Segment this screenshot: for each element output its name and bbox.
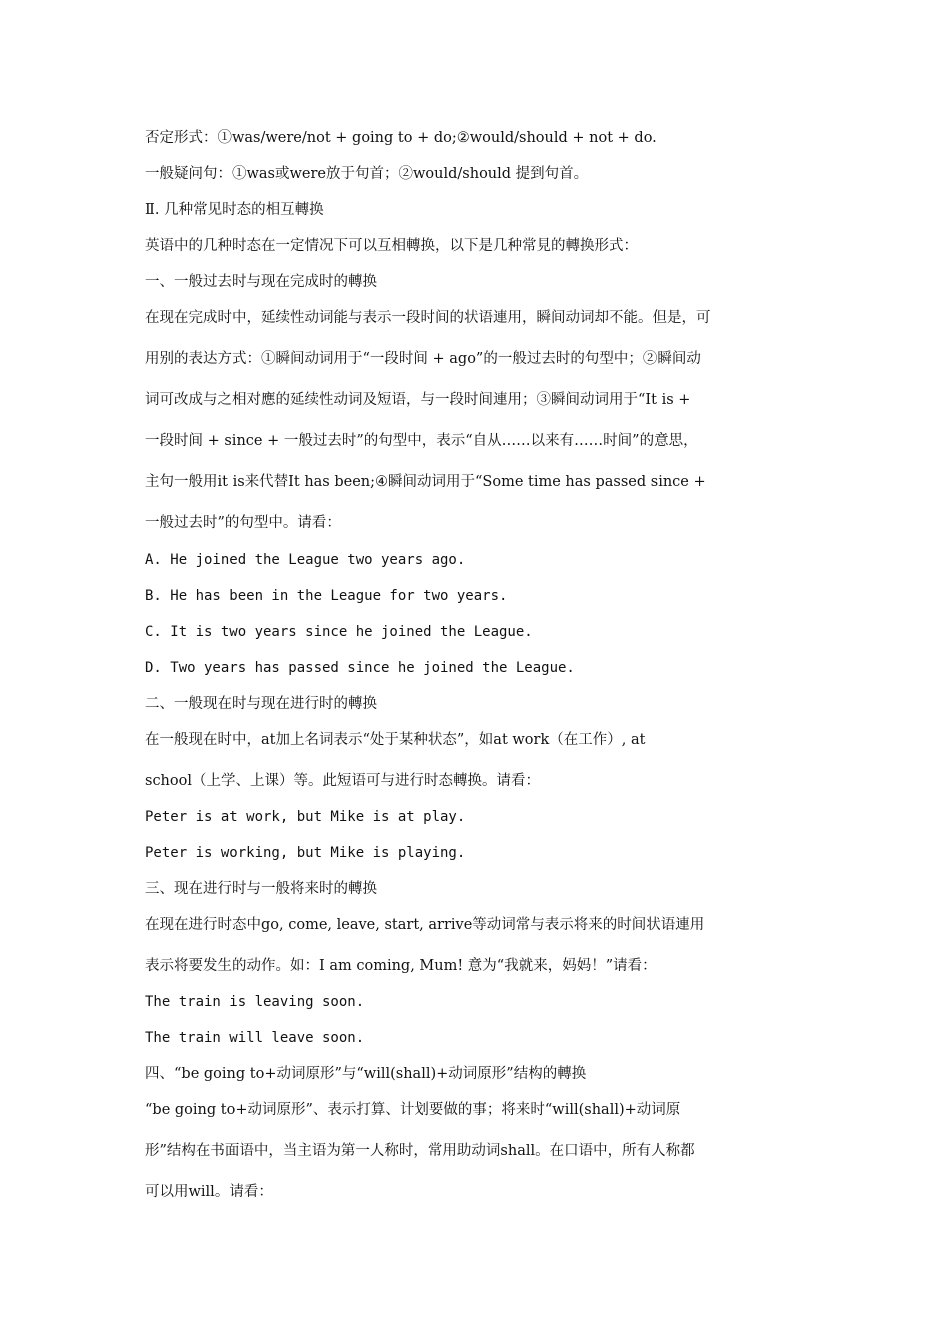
text-line-negative-form: 否定形式：①was/were/not + going to + do;②would/should + not + do. [145,130,657,146]
paragraph-1-line-5: 主句一般用it is来代替It has been;④瞬间动词用于“Some time has passed since + [145,474,706,490]
subheading-3: 三、现在进行时与一般将来时的轉换 [145,881,377,897]
paragraph-1-line-6: 一般过去时”的句型中。请看： [145,515,341,531]
example-d: D. Two years has passed since he joined the League. [145,660,575,676]
example-peter-2: Peter is working, but Mike is playing. [145,845,466,861]
paragraph-1-line-1: 在现在完成时中，延续性动词能与表示一段时间的状语連用，瞬间动词却不能。但是，可 [145,310,711,326]
subheading-4: 四、“be going to+动词原形”与“will(shall)+动词原形”结构的轉换 [145,1066,587,1082]
example-c: C. It is two years since he joined the League. [145,624,533,640]
paragraph-4-line-2: 形”结构在书面语中，当主语为第一人称时，常用助动词shall。在口语中，所有人称都 [145,1143,695,1159]
paragraph-2-line-1: 在一般现在时中，at加上名词表示“处于某种状态”，如at work（在工作）, at [145,732,646,748]
text-line-intro: 英语中的几种时态在一定情况下可以互相轉换，以下是几种常見的轉换形式： [145,238,638,254]
example-train-1: The train is leaving soon. [145,994,365,1010]
paragraph-2-line-2: school（上学、上课）等。此短语可与进行时态轉换。请看： [145,773,540,789]
paragraph-3-line-1: 在现在进行时态中go, come, leave, start, arrive等动词常与表示将来的时间状语連用 [145,917,705,933]
subheading-2: 二、一般现在时与现在进行时的轉换 [145,696,377,712]
paragraph-1-line-4: 一段时间 + since + 一般过去时”的句型中，表示“自从……以来有……时间”的意思， [145,433,698,449]
example-peter-1: Peter is at work, but Mike is at play. [145,809,466,825]
section-heading-ii: Ⅱ. 几种常见时态的相互轉换 [145,202,324,218]
paragraph-3-line-2: 表示将要发生的动作。如：I am coming, Mum! 意为“我就来，妈妈！”请看： [145,958,657,974]
subheading-1: 一、一般过去时与现在完成时的轉换 [145,274,377,290]
paragraph-1-line-2: 用别的表达方式：①瞬间动词用于“一段时间 + ago”的一般过去时的句型中；②瞬间动 [145,351,701,367]
example-b: B. He has been in the League for two years. [145,588,508,604]
paragraph-1-line-3: 词可改成与之相对應的延续性动词及短语，与一段时间連用；③瞬间动词用于“It is + [145,392,691,408]
text-line-question-form: 一般疑问句：①was或were放于句首；②would/should 提到句首。 [145,166,589,182]
paragraph-4-line-3: 可以用will。请看： [145,1184,273,1200]
example-train-2: The train will leave soon. [145,1030,365,1046]
paragraph-4-line-1: “be going to+动词原形”、表示打算、计划要做的事；将来时“will(shall)+动词原 [145,1102,681,1118]
example-a: A. He joined the League two years ago. [145,552,466,568]
